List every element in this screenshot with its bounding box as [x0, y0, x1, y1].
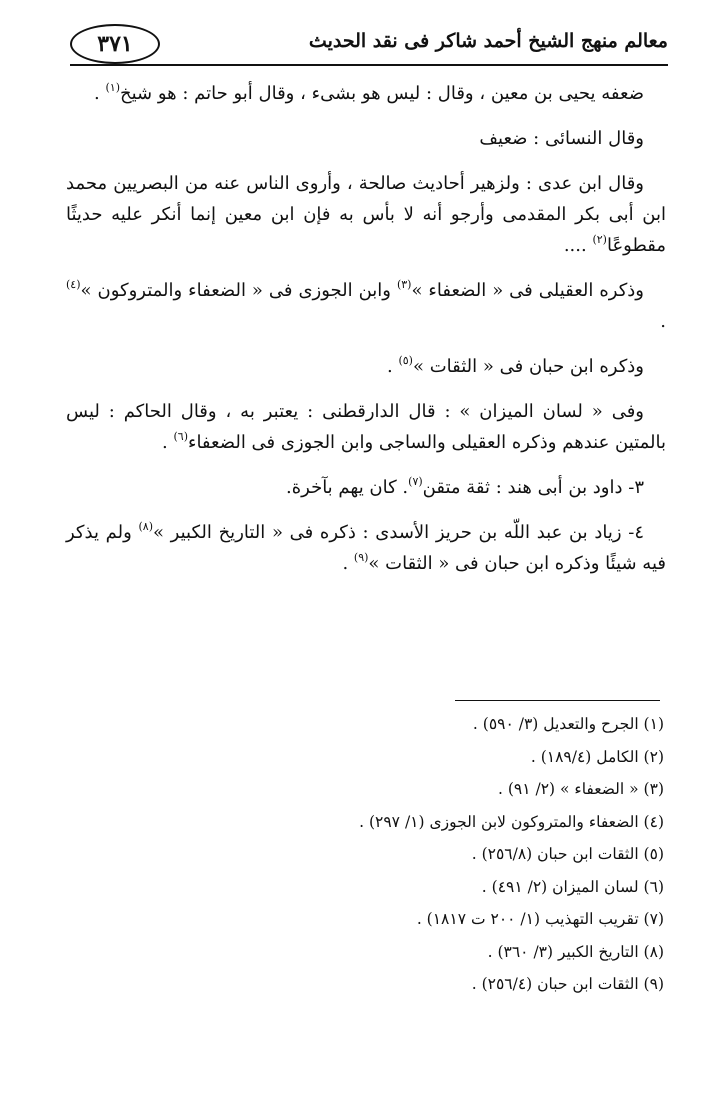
body-text	[66, 78, 666, 593]
footnote: (٤) الضعفاء والمتروكون لابن الجوزى (١/ ٢٩٧) .	[359, 812, 664, 831]
paragraph: وذكره ابن حبان فى « الثقات »$^{(٥)}$ .	[387, 354, 644, 377]
paragraph: ٣- داود بن أبى هند : ثقة متقن$^{(٧)}$. كان يهم بآخرة.	[285, 475, 644, 498]
footnote: (٧) تقريب التهذيب (١/ ٢٠٠ ت ١٨١٧) .	[416, 910, 664, 928]
footnote-ref: (٢)	[592, 233, 607, 246]
footnote-ref: (٥)	[398, 354, 413, 367]
footnote: (٦) لسان الميزان (٢/ ٤٩١) .	[481, 877, 664, 896]
footnotes	[66, 708, 664, 1001]
footnote: (١) الجرح والتعديل (٣/ ٥٩٠) .	[472, 715, 664, 733]
page-number-text: ٣٧١	[97, 31, 133, 57]
paragraph: وفى « لسان الميزان » : قال الدارقطنى : يعتبر به ، وقال الحاكم : ليس بالمتين عندهم وذكره العقيلى والساجى وابن الجوزى فى الضعفاء$^{(٦)}$ .	[66, 401, 666, 453]
header-divider	[70, 64, 668, 66]
page-number	[70, 24, 160, 64]
footnote: (٣) « الضعفاء » (٢/ ٩١) .	[497, 780, 664, 798]
paragraph: ضعفه يحيى بن معين ، وقال : ليس هو بشىء ، وقال أبو حاتم : هو شيخ$^{(١)}$ .	[94, 81, 644, 104]
footnote-ref: (٤)	[66, 278, 81, 291]
paragraph: وذكره العقيلى فى « الضعفاء »$^{(٣)}$ وابن الجوزى فى « الضعفاء والمتروكون »$^{(٤)}$ .	[66, 278, 666, 332]
paragraph: وقال ابن عدى : ولزهير أحاديث صالحة ، وأروى الناس عنه من البصريين محمد ابن أبى بكر المقدمى وأرجو أنه لا بأس به فإن ابن معين إنما أنكر عليه حديثًا مقطوعًا$^{(٢)}$ ....	[66, 173, 666, 256]
footnote-ref: (٦)	[173, 430, 188, 443]
page-header	[60, 20, 668, 70]
paragraph: ٤- زياد بن عبد اللّه بن حريز الأسدى : ذكره فى « التاريخ الكبير »$^{(٨)}$ ولم يذكر فيه شيئًا وذكره ابن حبان فى « الثقات »$^{(٩)}$ .	[66, 520, 666, 574]
footnote: (٢) الكامل (١٨٩/٤) .	[530, 747, 664, 766]
footnote-ref: (١)	[105, 81, 120, 94]
footnote-ref: (٧)	[408, 475, 423, 488]
footnote-ref: (٨)	[138, 520, 153, 533]
footnote: (٨) التاريخ الكبير (٣/ ٣٦٠) .	[487, 942, 664, 961]
footnote: (٥) الثقات ابن حبان (٢٥٦/٨) .	[471, 845, 664, 863]
footnote-ref: (٩)	[353, 551, 369, 564]
footnote-divider	[455, 700, 660, 701]
running-title: معالم منهج الشيخ أحمد شاكر فى نقد الحديث	[308, 30, 668, 52]
paragraph: وقال النسائى : ضعيف	[479, 128, 644, 149]
footnote-ref: (٣)	[396, 278, 412, 291]
footnote: (٩) الثقات ابن حبان (٢٥٦/٤) .	[471, 975, 664, 993]
